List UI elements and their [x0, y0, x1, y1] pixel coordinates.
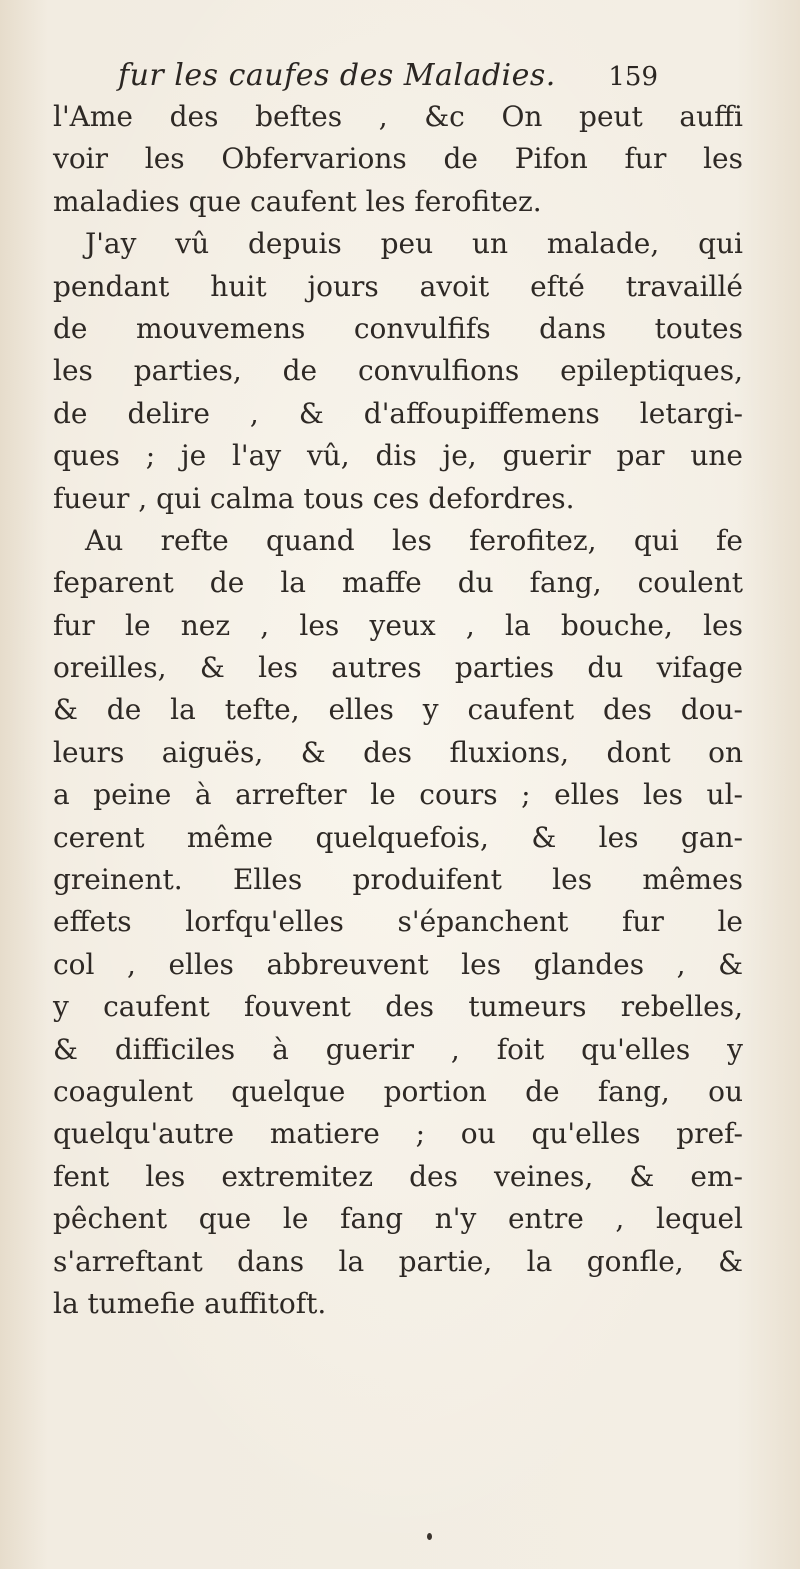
text-line: y caufent fouvent des tumeurs rebelles,: [53, 990, 743, 1024]
body-text: [53, 96, 743, 1325]
text-line: fent les extremitez des veines, & em-: [53, 1159, 743, 1193]
text-line: l'Ame des beftes , &c On peut auffi: [53, 100, 743, 133]
text-line: maladies que caufent les ferofitez.: [53, 184, 542, 218]
text-line: la tumefie auffitoft.: [53, 1286, 327, 1320]
text-line: feparent de la maffe du fang, coulent: [53, 566, 743, 600]
text-line: pêchent que le fang n'y entre , lequel: [53, 1202, 743, 1236]
text-line: de delire , & d'affoupiffemens letargi-: [53, 396, 743, 430]
text-line: coagulent quelque portion de fang, ou: [53, 1074, 743, 1108]
text-line: fueur , qui calma tous ces defordres.: [53, 481, 575, 515]
text-line: de mouvemens convulfifs dans toutes: [53, 311, 743, 345]
text-line: fur le nez , les yeux , la bouche, les: [53, 608, 743, 642]
text-line: voir les Obfervarions de Pifon fur les: [53, 142, 743, 176]
text-line: & difficiles à guerir , foit qu'elles y: [53, 1032, 743, 1066]
text-line: pendant huit jours avoit efté travaillé: [53, 269, 743, 303]
text-line: & de la tefte, elles y caufent des dou-: [53, 693, 743, 727]
running-title: fur les caufes des Maladies.: [118, 58, 556, 93]
page-number: 159: [608, 62, 658, 92]
text-line: s'arreftant dans la partie, la gonfle, &: [53, 1244, 743, 1278]
text-line: les parties, de convulfions epileptiques,: [53, 354, 743, 388]
text-line: a peine à arrefter le cours ; elles les ul-: [53, 778, 743, 812]
text-line: effets lorfqu'elles s'épanchent fur le: [53, 905, 743, 939]
text-line: greinent. Elles produifent les mêmes: [53, 863, 743, 897]
ink-speck: [427, 1533, 432, 1540]
text-line: J'ay vû depuis peu un malade, qui: [85, 227, 743, 261]
text-line: oreilles, & les autres parties du vifage: [53, 651, 743, 685]
text-line: ques ; je l'ay vû, dis je, guerir par une: [53, 439, 743, 473]
text-line: cerent même quelquefois, & les gan-: [53, 820, 743, 854]
text-line: quelqu'autre matiere ; ou qu'elles pref-: [53, 1117, 743, 1151]
text-line: Au refte quand les ferofitez, qui fe: [85, 523, 743, 557]
text-line: col , elles abbreuvent les glandes , &: [53, 947, 743, 981]
text-line: leurs aiguës, & des fluxions, dont on: [53, 735, 743, 769]
